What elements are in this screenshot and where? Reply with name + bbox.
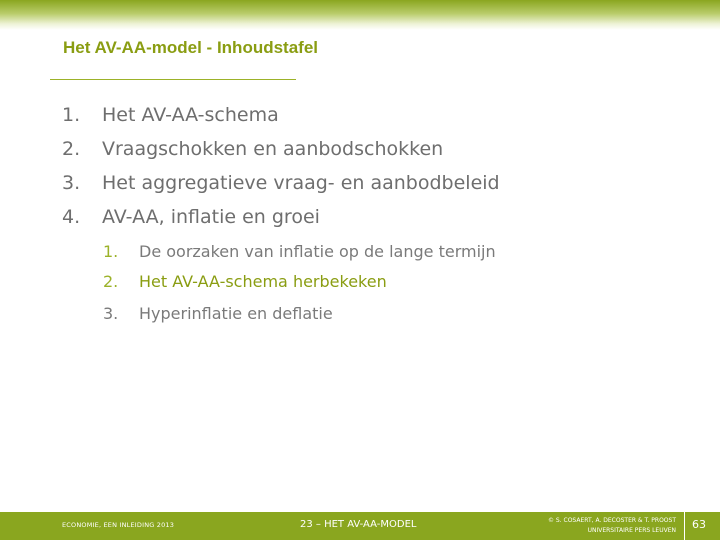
- toc-item-number: 4.: [62, 206, 81, 228]
- footer-bar: [0, 512, 720, 540]
- footer-copyright: [536, 516, 676, 536]
- page-number: 63: [692, 518, 706, 531]
- toc-item-label: Vraagschokken en aanbodschokken: [102, 138, 444, 160]
- title-underline: [50, 79, 296, 80]
- toc-item-number: 1.: [62, 104, 81, 126]
- toc-item-label: AV-AA, inflatie en groei: [102, 206, 320, 228]
- toc-item-label: Het aggregatieve vraag- en aanbodbeleid: [102, 172, 500, 194]
- slide-title: Het AV-AA-model - Inhoudstafel: [63, 38, 318, 57]
- toc-item-number: 2.: [62, 138, 81, 160]
- footer-chapter: 23 – HET AV-AA-MODEL: [300, 519, 417, 530]
- toc-item-label: Het AV-AA-schema: [102, 104, 279, 126]
- footer-publisher: UNIVERSITAIRE PERS LEUVEN: [587, 527, 676, 534]
- toc-item-number: 3.: [62, 172, 81, 194]
- toc-subitem-number: 3.: [103, 304, 119, 323]
- toc-subitem-label: De oorzaken van inflatie op de lange termijn: [139, 242, 496, 261]
- top-gradient-band: [0, 0, 720, 30]
- toc-subitem-number: 2.: [103, 272, 119, 291]
- footer-authors: © S. COSAERT, A. DECOSTER & T. PROOST: [547, 517, 676, 524]
- footer-divider: [684, 512, 685, 540]
- toc-subitem-label: Het AV-AA-schema herbekeken: [139, 272, 387, 291]
- footer-book-title: ECONOMIE, EEN INLEIDING 2013: [62, 521, 175, 529]
- toc-subitem-number: 1.: [103, 242, 119, 261]
- toc-subitem-label: Hyperinflatie en deflatie: [139, 304, 333, 323]
